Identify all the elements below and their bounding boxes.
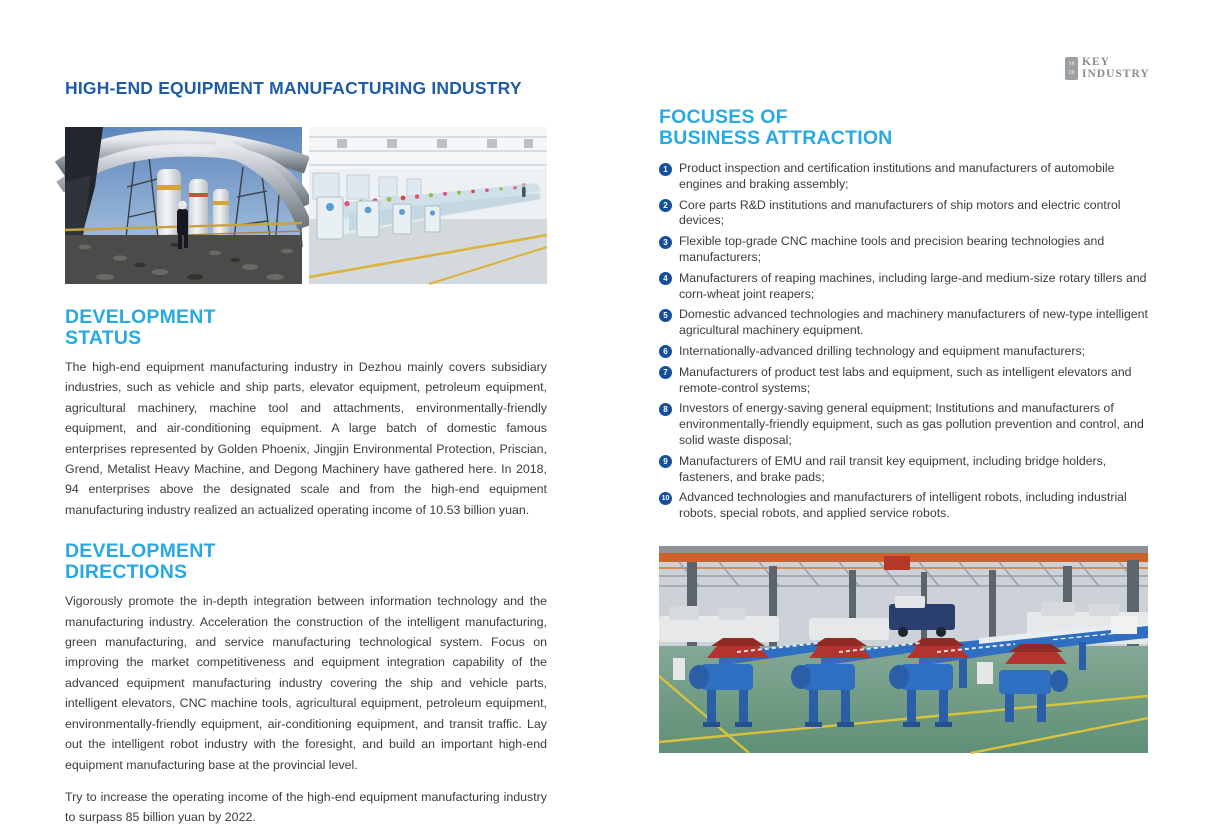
- right-column: [659, 0, 1148, 753]
- number-badge: 3: [659, 236, 672, 249]
- key-industry-logo: [1065, 57, 1150, 80]
- number-badge: 10: [659, 492, 672, 505]
- development-directions-para2: Try to increase the operating income of the high-end equipment manufacturing industry to surpass 85 billion yuan by 2022.: [65, 789, 547, 825]
- list-item-text: Core parts R&D institutions and manufacturers of ship motors and electric control devices;: [679, 197, 1121, 228]
- list-item-text: Advanced technologies and manufacturers of intelligent robots, including industrial robots, special robots, and applied service robots.: [679, 490, 1127, 521]
- list-item: [659, 365, 1148, 397]
- list-item: [659, 307, 1148, 339]
- focuses-list: [659, 161, 1148, 522]
- development-directions-para1: Vigorously promote the in-depth integration between information technology and the manufacturing industry. Acceleration the construction of the intelligent manufacturing, green manufacturing, and service manufacturing technological system. Focus on improving the market competitiveness and equipment integration capability of the advanced equipment manufacturing industry covering the ship and vehicle parts, intelligent elevators, CNC machine tools, agricultural equipment, petroleum equipment, environmentally-friendly equipment, air-conditioning equipment, and transit traffic. Lay out the intelligent robot industry with the foresight, and build an important high-end equipment manufacturing base at the provincial level.: [65, 594, 547, 772]
- petroleum-facility-photo: [65, 127, 302, 284]
- left-column: [65, 0, 547, 828]
- list-item-text: Investors of energy-saving general equipment; Institutions and manufacturers of environmentally-friendly equipment, such as gas pollution prevention and control, and solid waste disposal;: [679, 401, 1144, 447]
- number-badge: 1: [659, 163, 672, 176]
- petroleum-facility-illustration: [65, 127, 302, 284]
- number-badge: 2: [659, 199, 672, 212]
- filter-press-factory-illustration: [659, 546, 1148, 753]
- list-item: [659, 198, 1148, 230]
- list-item: [659, 271, 1148, 303]
- list-item-text: Manufacturers of product test labs and equipment, such as intelligent elevators and remote-control systems;: [679, 364, 1132, 395]
- list-item-text: Manufacturers of EMU and rail transit key equipment, including bridge holders, fasteners, and brake pads;: [679, 453, 1107, 484]
- page-title: HIGH-END EQUIPMENT MANUFACTURING INDUSTRY: [65, 78, 522, 98]
- list-item-text: Internationally-advanced drilling technology and equipment manufacturers;: [679, 343, 1086, 358]
- focuses-heading: FOCUSES OF BUSINESS ATTRACTION: [659, 106, 893, 149]
- development-directions-heading: DEVELOPMENT DIRECTIONS: [65, 540, 216, 583]
- number-badge: 4: [659, 272, 672, 285]
- number-badge: 5: [659, 309, 672, 322]
- textile-machinery-photo: [309, 127, 547, 284]
- key-industry-logo-text: KEY INDUSTRY: [1082, 56, 1150, 80]
- number-badge: 6: [659, 345, 672, 358]
- textile-machinery-illustration: [309, 127, 547, 284]
- list-item-text: Product inspection and certification institutions and manufacturers of automobile engines and braking assembly;: [679, 161, 1115, 191]
- key-industry-logo-icon: 10 20: [1065, 57, 1078, 80]
- list-item: [659, 234, 1148, 266]
- development-status-body: The high-end equipment manufacturing industry in Dezhou mainly covers subsidiary industries, such as vehicle and ship parts, elevator equipment, petroleum equipment, agricultural machinery, machine tool and attachments, environmentally-friendly equipment, and air-conditioning equipment. A large batch of domestic famous enterprises represented by Golden Phoenix, Jingjin Environmental Protection, Priscian, Grend, Metalist Heavy Machine, and Degong Machinery have gathered here. In 2018, 94 enterprises above the designated scale and from the high-end equipment manufacturing industry realized an actualized operating income of 10.53 billion yuan.: [65, 360, 547, 517]
- number-badge: 7: [659, 366, 672, 379]
- list-item-text: Manufacturers of reaping machines, including large-and medium-size rotary tillers and corn-wheat joint reapers;: [679, 270, 1147, 301]
- list-item-text: Domestic advanced technologies and machinery manufacturers of new-type intelligent agricultural machinery equipment.: [679, 307, 1148, 338]
- filter-press-factory-photo: [659, 546, 1148, 753]
- development-status-heading: DEVELOPMENT STATUS: [65, 306, 216, 349]
- list-item: [659, 490, 1148, 522]
- photo-row: [65, 127, 547, 284]
- list-item: [659, 454, 1148, 486]
- list-item-text: Flexible top-grade CNC machine tools and precision bearing technologies and manufacturers;: [679, 234, 1105, 264]
- number-badge: 8: [659, 403, 672, 416]
- list-item: [659, 401, 1148, 448]
- distant-worker-figure: [522, 183, 526, 197]
- list-item: [659, 344, 1148, 360]
- list-item: [659, 161, 1148, 193]
- number-badge: 9: [659, 455, 672, 468]
